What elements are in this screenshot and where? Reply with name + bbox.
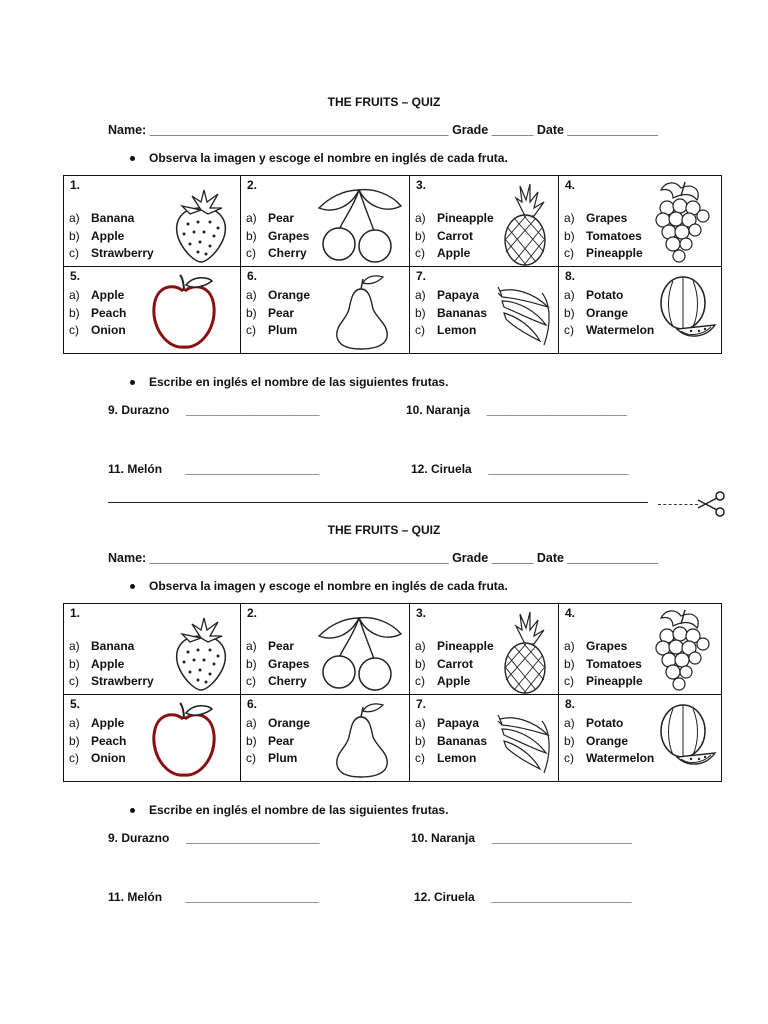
strawberry-icon — [168, 186, 234, 266]
question-cell: 7. a) Papaya b) Bananas c) Lemon — [410, 267, 559, 354]
cut-dashes — [658, 504, 698, 505]
question-cell: 2. a) Pear b) Grapes c) Cherry — [241, 176, 410, 267]
pineapple-icon — [496, 180, 554, 266]
name-grade-date-line: Name: ___________________________________________ Grade ______ Date _____________ — [108, 551, 658, 565]
question-cell: 3. a) Pineapple b) Carrot c) Apple — [410, 176, 559, 267]
instruction-choose: Observa la imagen y escoge el nombre en inglés de cada fruta. — [130, 151, 508, 165]
grapes-icon — [651, 606, 713, 694]
question-cell: 2. a) Pear b) Grapes c) Cherry — [241, 604, 410, 695]
name-grade-date-line: Name: ___________________________________________ Grade ______ Date _____________ — [108, 123, 658, 137]
write-question-12: 12. Ciruela _____________________ — [414, 890, 632, 904]
pear-icon — [333, 701, 391, 779]
quiz-copy-1 — [0, 95, 768, 525]
bananas-icon — [494, 283, 554, 349]
question-cell: 5. a) Apple b) Peach c) Onion — [64, 695, 241, 782]
write-question-11: 11. Melón ____________________ — [108, 462, 319, 476]
question-cell: 7. a) Papaya b) Bananas c) Lemon — [410, 695, 559, 782]
bananas-icon — [494, 711, 554, 777]
question-cell: 8. a) Potato b) Orange c) Watermelon — [559, 695, 722, 782]
cut-line — [108, 502, 648, 503]
pear-icon — [333, 273, 391, 351]
scissors-icon — [696, 490, 726, 518]
question-cell: 5. a) Apple b) Peach c) Onion — [64, 267, 241, 354]
cherry-icon — [313, 612, 405, 694]
question-cell: 8. a) Potato b) Orange c) Watermelon — [559, 267, 722, 354]
write-question-11: 11. Melón ____________________ — [108, 890, 319, 904]
question-cell: 4. a) Grapes b) Tomatoes c) Pineapple — [559, 604, 722, 695]
quiz-title: THE FRUITS – QUIZ — [327, 95, 441, 109]
watermelon-icon — [659, 273, 717, 343]
apple-icon — [150, 273, 220, 351]
write-question-12: 12. Ciruela _____________________ — [411, 462, 629, 476]
write-question-9: 9. Durazno ____________________ — [108, 831, 320, 845]
quiz-table — [63, 175, 722, 354]
grapes-icon — [651, 178, 713, 266]
write-question-10: 10. Naranja _____________________ — [411, 831, 632, 845]
question-cell: 1. a) Banana b) Apple c) Strawberry — [64, 176, 241, 267]
watermelon-icon — [659, 701, 717, 771]
pineapple-icon — [496, 608, 554, 694]
question-cell: 3. a) Pineapple b) Carrot c) Apple — [410, 604, 559, 695]
question-cell: 4. a) Grapes b) Tomatoes c) Pineapple — [559, 176, 722, 267]
apple-icon — [150, 701, 220, 779]
write-question-10: 10. Naranja _____________________ — [406, 403, 627, 417]
cherry-icon — [313, 184, 405, 266]
quiz-title: THE FRUITS – QUIZ — [327, 523, 441, 537]
question-cell: 6. a) Orange b) Pear c) Plum — [241, 695, 410, 782]
question-cell: 1. a) Banana b) Apple c) Strawberry — [64, 604, 241, 695]
instruction-write: Escribe en inglés el nombre de las siguientes frutas. — [130, 375, 448, 389]
write-question-9: 9. Durazno ____________________ — [108, 403, 320, 417]
instruction-write: Escribe en inglés el nombre de las siguientes frutas. — [130, 803, 448, 817]
question-cell: 6. a) Orange b) Pear c) Plum — [241, 267, 410, 354]
strawberry-icon — [168, 614, 234, 694]
instruction-choose: Observa la imagen y escoge el nombre en inglés de cada fruta. — [130, 579, 508, 593]
quiz-table — [63, 603, 722, 782]
quiz-copy-2 — [0, 523, 768, 953]
